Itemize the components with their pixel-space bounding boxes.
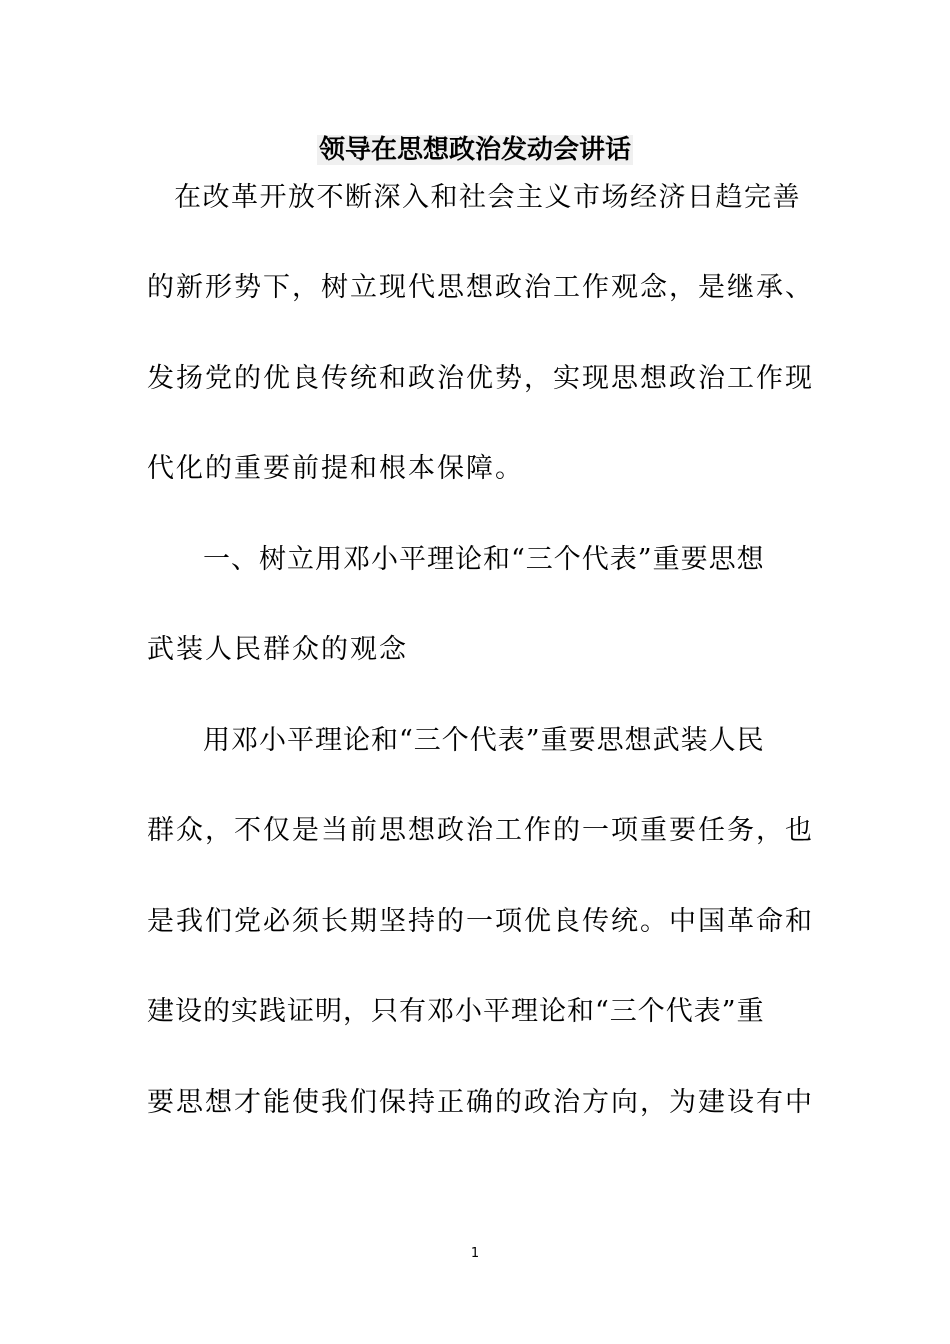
body-text-line: 发扬党的优良传统和政治优势，实现思想政治工作现 — [147, 363, 814, 394]
body-text-line: 的新形势下，树立现代思想政治工作观念，是继承、 — [147, 272, 814, 303]
body-text-line: 代化的重要前提和根本保障。 — [147, 453, 524, 484]
page-number: 1 — [470, 1246, 480, 1261]
document-title-text: 领导在思想政治发动会讲话 — [318, 135, 631, 165]
body-text-line: 在改革开放不断深入和社会主义市场经济日趋完善 — [174, 182, 801, 213]
body-text-line: 用邓小平理论和“三个代表”重要思想武装人民 — [203, 725, 765, 756]
body-text-line: 建设的实践证明，只有邓小平理论和“三个代表”重 — [147, 996, 765, 1027]
section-heading-line: 武装人民群众的观念 — [147, 634, 408, 665]
body-text-line: 群众，不仅是当前思想政治工作的一项重要任务，也 — [147, 815, 814, 846]
body-text-line: 要思想才能使我们保持正确的政治方向，为建设有中 — [147, 1087, 814, 1118]
section-heading-line: 一、树立用邓小平理论和“三个代表”重要思想 — [203, 544, 765, 575]
body-text-line: 是我们党必须长期坚持的一项优良传统。中国革命和 — [147, 906, 814, 937]
document-title — [0, 130, 950, 170]
